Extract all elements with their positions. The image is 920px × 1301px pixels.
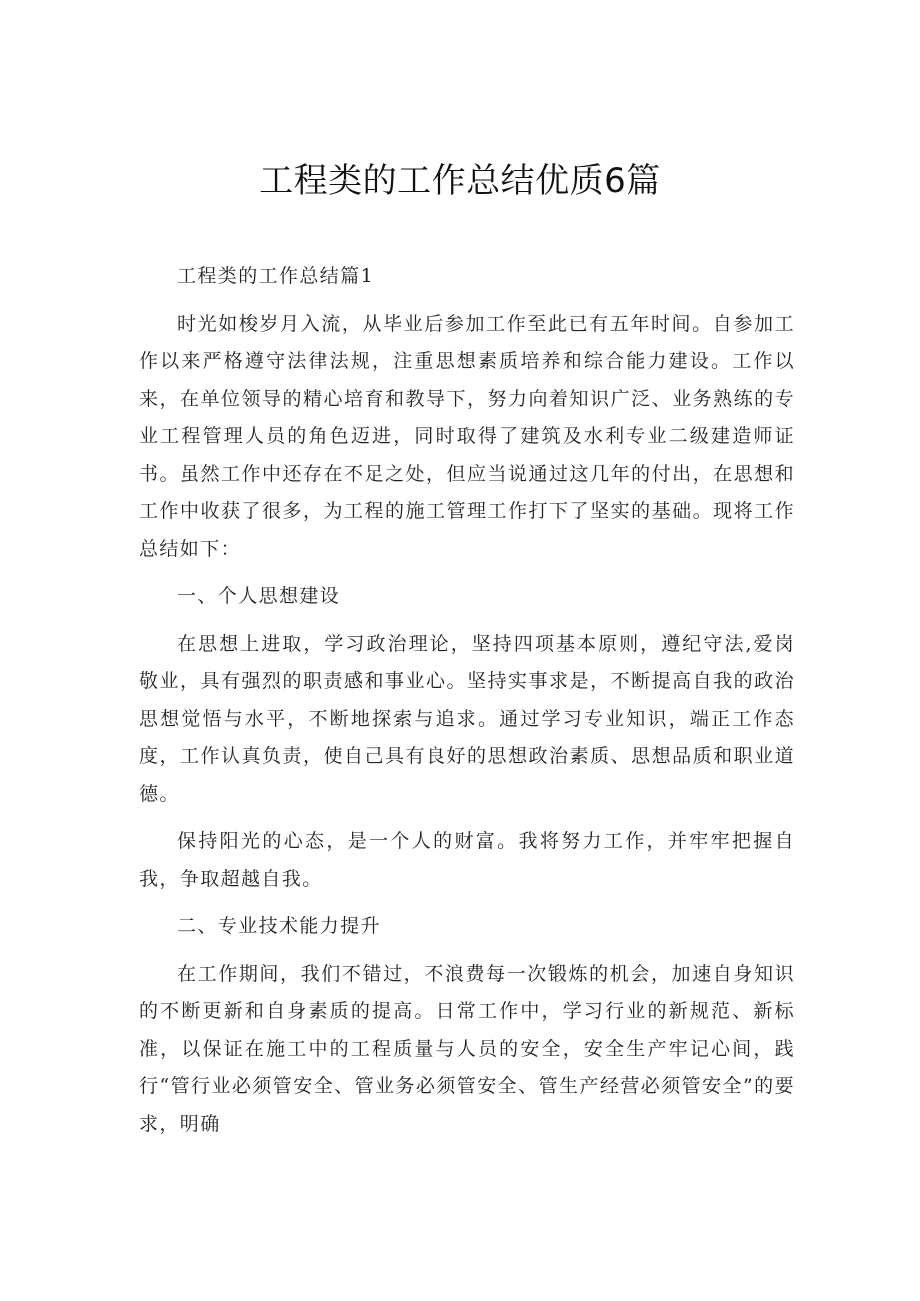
paragraph-personal-thought: 在思想上进取，学习政治理论，坚持四项基本原则，遵纪守法,爱岗敬业，具有强烈的职责感和事业心。坚持实事求是，不断提高自我的政治思想觉悟与水平，不断地探索与追求。通过学习专业知识，端正工作态度，工作认真负责，使自己具有良好的思想政治素质、思想品质和职业道德。 <box>139 632 795 805</box>
section-heading-part-1: 工程类的工作总结篇1 <box>177 265 375 287</box>
section-heading-personal-thought: 一、个人思想建设 <box>177 585 341 607</box>
document-title: 工程类的工作总结优质6篇 <box>259 161 661 201</box>
document-body <box>139 258 795 1153</box>
paragraph-intro: 时光如梭岁月入流，从毕业后参加工作至此已有五年时间。自参加工作以来严格遵守法律法规，注重思想素质培养和综合能力建设。工作以来，在单位领导的精心培育和教导下，努力向着知识广泛、业务熟练的专业工程管理人员的角色迈进，同时取得了建筑及水利专业二级建造师证书。虽然工作中还存在不足之处，但应当说通过这几年的付出，在思想和工作中收获了很多，为工程的施工管理工作打下了坚实的基础。现将工作总结如下： <box>139 312 795 560</box>
paragraph-technical-skills: 在工作期间，我们不错过，不浪费每一次锻炼的机会，加速自身知识的不断更新和自身素质的提高。日常工作中，学习行业的新规范、新标准，以保证在施工中的工程质量与人员的安全，安全生产牢记心间，践行“管行业必须管安全、管业务必须管安全、管生产经营必须管安全”的要求，明确 <box>139 962 795 1135</box>
section-heading-technical-skills: 二、专业技术能力提升 <box>177 915 382 937</box>
paragraph-sunny-attitude: 保持阳光的心态，是一个人的财富。我将努力工作，并牢牢把握自我，争取超越自我。 <box>139 830 795 890</box>
